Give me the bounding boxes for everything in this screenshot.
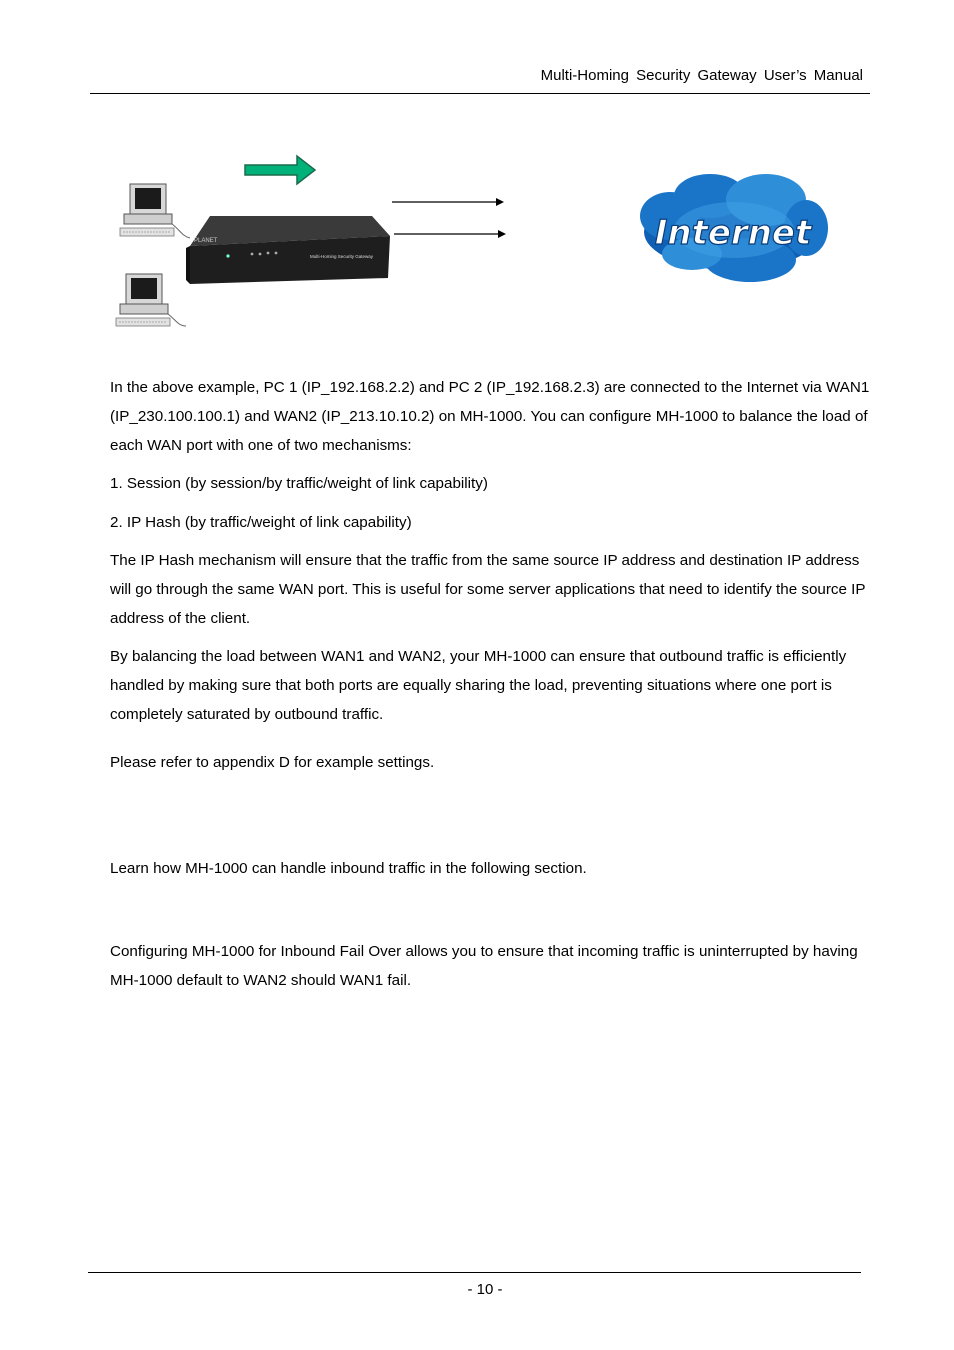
internet-label: Internet bbox=[654, 213, 812, 253]
wan2-arrow bbox=[394, 230, 506, 238]
header-title: Multi-Homing Security Gateway User’s Manual bbox=[540, 67, 863, 84]
paragraph-balancing: By balancing the load between WAN1 and WAN2, your MH-1000 can ensure that outbound traffic is efficiently handled by making sure that both ports are equally sharing the load, preventing situations where one port is completely saturated by outbound traffic. bbox=[110, 648, 847, 723]
footer-rule bbox=[88, 1272, 861, 1273]
device-brand-label: PLANET bbox=[194, 238, 218, 244]
network-diagram bbox=[110, 150, 840, 340]
list-item-session: 1. Session (by session/by traffic/weight of link capability) bbox=[110, 475, 488, 492]
wan1-arrow bbox=[392, 198, 504, 206]
header-rule bbox=[90, 93, 870, 94]
paragraph-inbound: Learn how MH-1000 can handle inbound traffic in the following section. bbox=[110, 860, 587, 877]
paragraph-appendix: Please refer to appendix D for example settings. bbox=[110, 754, 435, 771]
flow-arrow bbox=[245, 156, 315, 184]
pc1-icon bbox=[120, 184, 190, 238]
paragraph-ip-hash: The IP Hash mechanism will ensure that the traffic from the same source IP address and destination IP address will go through the same WAN port. This is useful for some server applications that need to identify the source IP address of the client. bbox=[110, 552, 866, 627]
internet-cloud-icon bbox=[640, 174, 828, 282]
list-item-ip-hash: 2. IP Hash (by traffic/weight of link capability) bbox=[110, 514, 412, 531]
paragraph-intro: In the above example, PC 1 (IP_192.168.2.2) and PC 2 (IP_192.168.2.3) are connected to the Internet via WAN1 (IP_230.100.100.1) and WAN2 (IP_213.10.10.2) on MH-1000. You can configure MH-1000 to balance the load of each WAN port with one of two mechanisms: bbox=[110, 379, 870, 454]
gateway-device-icon bbox=[186, 216, 390, 284]
pc2-icon bbox=[116, 274, 186, 326]
page-number: - 10 - bbox=[467, 1281, 503, 1298]
device-label: Multi-Homing Security Gateway bbox=[310, 254, 374, 259]
paragraph-fail-over: Configuring MH-1000 for Inbound Fail Over allows you to ensure that incoming traffic is uninterrupted by having MH-1000 default to WAN2 should WAN1 fail. bbox=[110, 943, 858, 989]
